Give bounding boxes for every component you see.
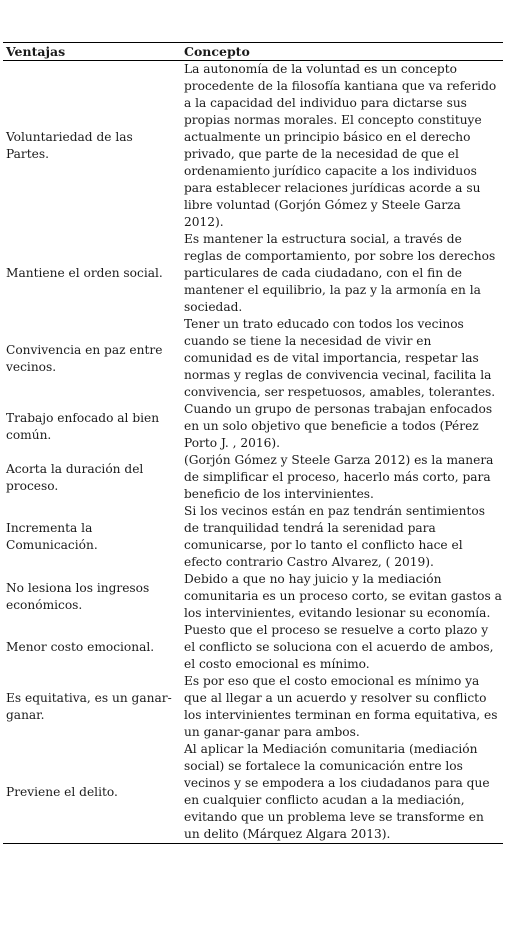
concepto-cell: La autonomía de la voluntad es un concepto procedente de la filosofía kantiana que va referido a la capacidad del individuo para dictarse sus propias normas morales. El concepto constituye actualmente un principio básico en el derecho privado, que parte de la necesidad de que el ordenamiento jurídico capacite a los individuos para establecer relaciones jurídicas acorde a su libre voluntad (Gorjón Gómez y Steele Garza 2012). [184,62,497,229]
concepto-cell: (Gorjón Gómez y Steele Garza 2012) es la manera de simplificar el proceso, hacerlo más corto, para beneficio de los intervinientes. [184,453,494,501]
table-row [3,231,503,316]
table-row [3,401,503,452]
advantages-table [3,42,503,844]
table-row [3,741,503,844]
concepto-cell: Si los vecinos están en paz tendrán sentimientos de tranquilidad tendrá la serenidad para comunicarse, por lo tanto el conflicto hace el efecto contrario Castro Alvarez, ( 2019). [184,504,485,569]
table-row [3,452,503,503]
ventaja-cell: Incrementa la Comunicación. [6,521,98,552]
concepto-cell: Debido a que no hay juicio y la mediación comunitaria es un proceso corto, se evitan gastos a los intervinientes, evitando lesionar su economía. [184,572,502,620]
ventaja-cell: Convivencia en paz entre vecinos. [6,342,163,374]
concepto-cell: Puesto que el proceso se resuelve a corto plazo y el conflicto se soluciona con el acuerdo de ambos, el costo emocional es mínimo. [184,623,494,671]
header-ventajas: Ventajas [6,44,66,59]
ventaja-cell: Mantiene el orden social. [6,266,163,280]
table-row [3,622,503,673]
concepto-cell: Es por eso que el costo emocional es mínimo ya que al llegar a un acuerdo y resolver su conflicto los intervinientes terminan en forma equitativa, es un ganar-ganar para ambos. [184,674,498,739]
table-row [3,571,503,622]
table-row [3,503,503,571]
advantages-table-container [3,42,503,844]
ventaja-cell: Es equitativa, es un ganar-ganar. [6,691,172,722]
table-row [3,61,503,232]
ventaja-cell: Trabajo enfocado al bien común. [6,410,160,442]
table-row [3,673,503,741]
ventaja-cell: Previene el delito. [6,784,118,799]
header-concepto: Concepto [184,44,250,59]
concepto-cell: Es mantener la estructura social, a través de reglas de comportamiento, por sobre los derechos particulares de cada ciudadano, con el fin de mantener el equilibrio, la paz y la armonía en la sociedad. [184,232,496,314]
concepto-cell: Tener un trato educado con todos los vecinos cuando se tiene la necesidad de vivir en comunidad es de vital importancia, respetar las normas y reglas de convivencia vecinal, facilita la convivencia, ser respetuosos, amables, tolerantes. [184,317,496,399]
table-row [3,316,503,401]
ventaja-cell: Voluntariedad de las Partes. [6,130,133,161]
concepto-cell: Cuando un grupo de personas trabajan enfocados en un solo objetivo que beneficie a todos (Pérez Porto J. , 2016). [184,402,493,450]
ventaja-cell: No lesiona los ingresos económicos. [6,580,150,612]
concepto-cell: Al aplicar la Mediación comunitaria (mediación social) se fortalece la comunicación entre los vecinos y se empodera a los ciudadanos para que en cualquier conflicto acudan a la mediación, evitando que un problema leve se transforme en un delito (Márquez Algara 2013). [184,742,490,841]
table-header-row [3,43,503,61]
ventaja-cell: Menor costo emocional. [6,640,155,654]
ventaja-cell: Acorta la duración del proceso. [6,461,144,493]
